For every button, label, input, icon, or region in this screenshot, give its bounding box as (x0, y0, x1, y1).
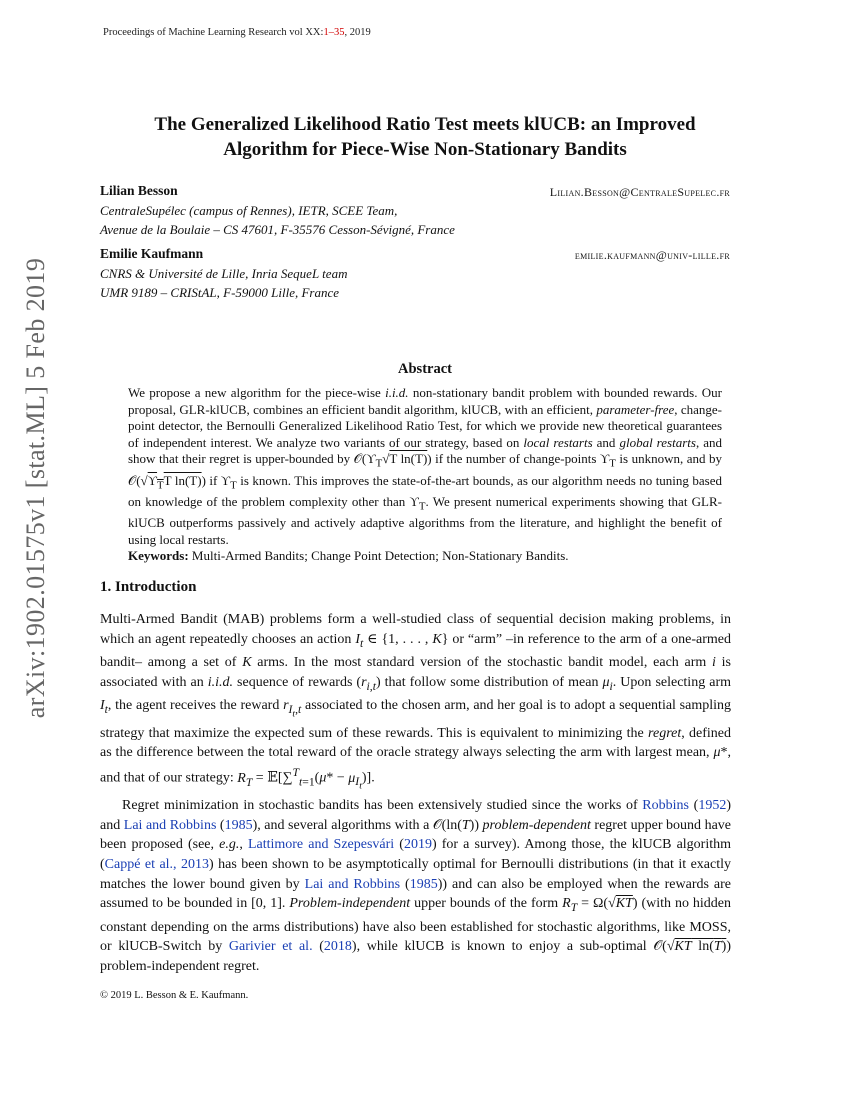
citation-link[interactable]: Garivier et al. (228, 939, 313, 955)
abstract-heading: Abstract (398, 361, 452, 377)
citation-link[interactable]: 2018 (323, 939, 352, 955)
keywords: Keywords: Multi-Armed Bandits; Change Point Detection; Non-Stationary Bandits. (128, 548, 569, 564)
author-affiliation: CentraleSupélec (campus of Rennes), IETR, SCEE Team, Avenue de la Boulaie – CS 47601, F-35576 Cesson-Sévigné, France (100, 203, 455, 237)
citation-link[interactable]: 1985 (409, 876, 438, 892)
author-affiliation: CNRS & Université de Lille, Inria SequeL team UMR 9189 – CRIStAL, F-59000 Lille, France (100, 266, 348, 300)
copyright-footer: © 2019 L. Besson & E. Kaufmann. (100, 990, 249, 1001)
section-heading: 1. Introduction (100, 579, 197, 595)
citation-link[interactable]: 2013 (181, 857, 210, 873)
author-email[interactable]: emilie.kaufmann@univ-lille.fr (574, 248, 730, 262)
paper-title: The Generalized Likelihood Ratio Test meets klUCB: an Improved Algorithm for Piece-Wise Non-Stationary Bandits (154, 114, 696, 160)
arxiv-sidebar (21, 257, 50, 719)
citation-link[interactable]: Lattimore and Szepesvári (247, 837, 395, 853)
abstract-body: We propose a new algorithm for the piece-wise i.i.d. non-stationary bandit problem with bounded rewards. Our proposal, GLR-klUCB, combines an efficient bandit algorithm, klUCB, with an efficient, parameter-free, change-point detector, the Bernoulli Generalized Likelihood Ratio Test, for which we provide new theoretical guarantees of independent interest. We analyze two variants of our strategy, based on local restarts and global restarts, and show that their regret is upper-bounded by $𝒪(ϒ_T√T$ ln(T)) if the number of change-points $ϒ_T$ is unknown, and by $𝒪(√ϒ_TT$ ln(T)) if $ϒ_T$ is known. This improves the state-of-the-art bounds, as our algorithm needs no tuning based on knowledge of the problem complexity other than $ϒ_T$. We present numerical experiments showing that GLR-klUCB outperforms passively and actively adaptive algorithms from the literature, and highlight the benefit of using local restarts. Keywords: Multi-Armed Bandits; Change Point Detection; Non-Stationary Bandits. (128, 385, 722, 564)
author-name: Lilian Besson (100, 183, 178, 198)
page-range-link[interactable]: 1–35 (323, 27, 345, 38)
citation-link[interactable]: 2019 (403, 837, 432, 853)
author-name: Emilie Kaufmann (100, 246, 204, 261)
citation-link[interactable]: 1952 (698, 798, 727, 814)
citation-link[interactable]: Lai and Robbins (304, 876, 401, 892)
citation-link[interactable]: Lai and Robbins (123, 817, 217, 833)
running-head: Proceedings of Machine Learning Research vol XX:1–35, 2019 (103, 27, 371, 38)
arxiv-id: arXiv:1902.01575v1 [stat.ML] 5 Feb 2019 (21, 257, 50, 719)
citation-link[interactable]: Cappé et al., (104, 857, 177, 873)
citation-link[interactable]: Robbins (642, 798, 689, 814)
author-email[interactable]: Lilian.Besson@CentraleSupelec.fr (549, 185, 730, 199)
introduction-body: Multi-Armed Bandit (MAB) problems form a well-studied class of sequential decision making problems, in which an agent repeatedly chooses an action $I_t$ ∈ {1, . . . , K} or “arm” –in reference to the arm of a one-armed bandit– among a set of K arms. In the most standard version of the stochastic bandit model, each arm i is associated with an i.i.d. sequence of rewards $(r_{i,t})$ that follow some distribution of mean $\mu_i$. Upon selecting arm $I_t$, the agent receives the reward $r_{I_t,t}$ associated to the chosen arm, and her goal is to adopt a sequential sampling strategy that maximize the expected sum of these rewards. This is equivalent to minimizing the regret, defined as the difference between the total reward of the oracle strategy always selecting the arm with largest mean, μ*, and that of our strategy: $R_T$ = 𝔼[∑$^T_{t=1}$(μ* − $\mu_{I_t}$)]. Regret minimization in stochastic bandits has been extensively studied since the works of Robbins (1952) and Lai and Robbins (1985), and several algorithms with a 𝒪(ln(T)) problem-dependent regret upper bound have been proposed (see, e.g., Lattimore and Szepesvári (2019) for a survey). Among those, the klUCB algorithm (Cappé et al., 2013) has been shown to be asymptotically optimal for Bernoulli distributions (in that it exactly matches the lower bound given by Lai and Robbins (1985)) and can also be employed when the rewards are assumed to be bounded in [0, 1]. Problem-independent upper bounds of the form $R_T = \Omega(√KT)$ (with no hidden constant depending on the arms distributions) have also been established for stochastic algorithms, like MOSS, or klUCB-Switch by Garivier et al. (2018), while klUCB is known to enjoy a sub-optimal 𝒪(√KT ln(T)) problem-independent regret. (100, 612, 732, 974)
citation-link[interactable]: 1985 (224, 817, 253, 833)
